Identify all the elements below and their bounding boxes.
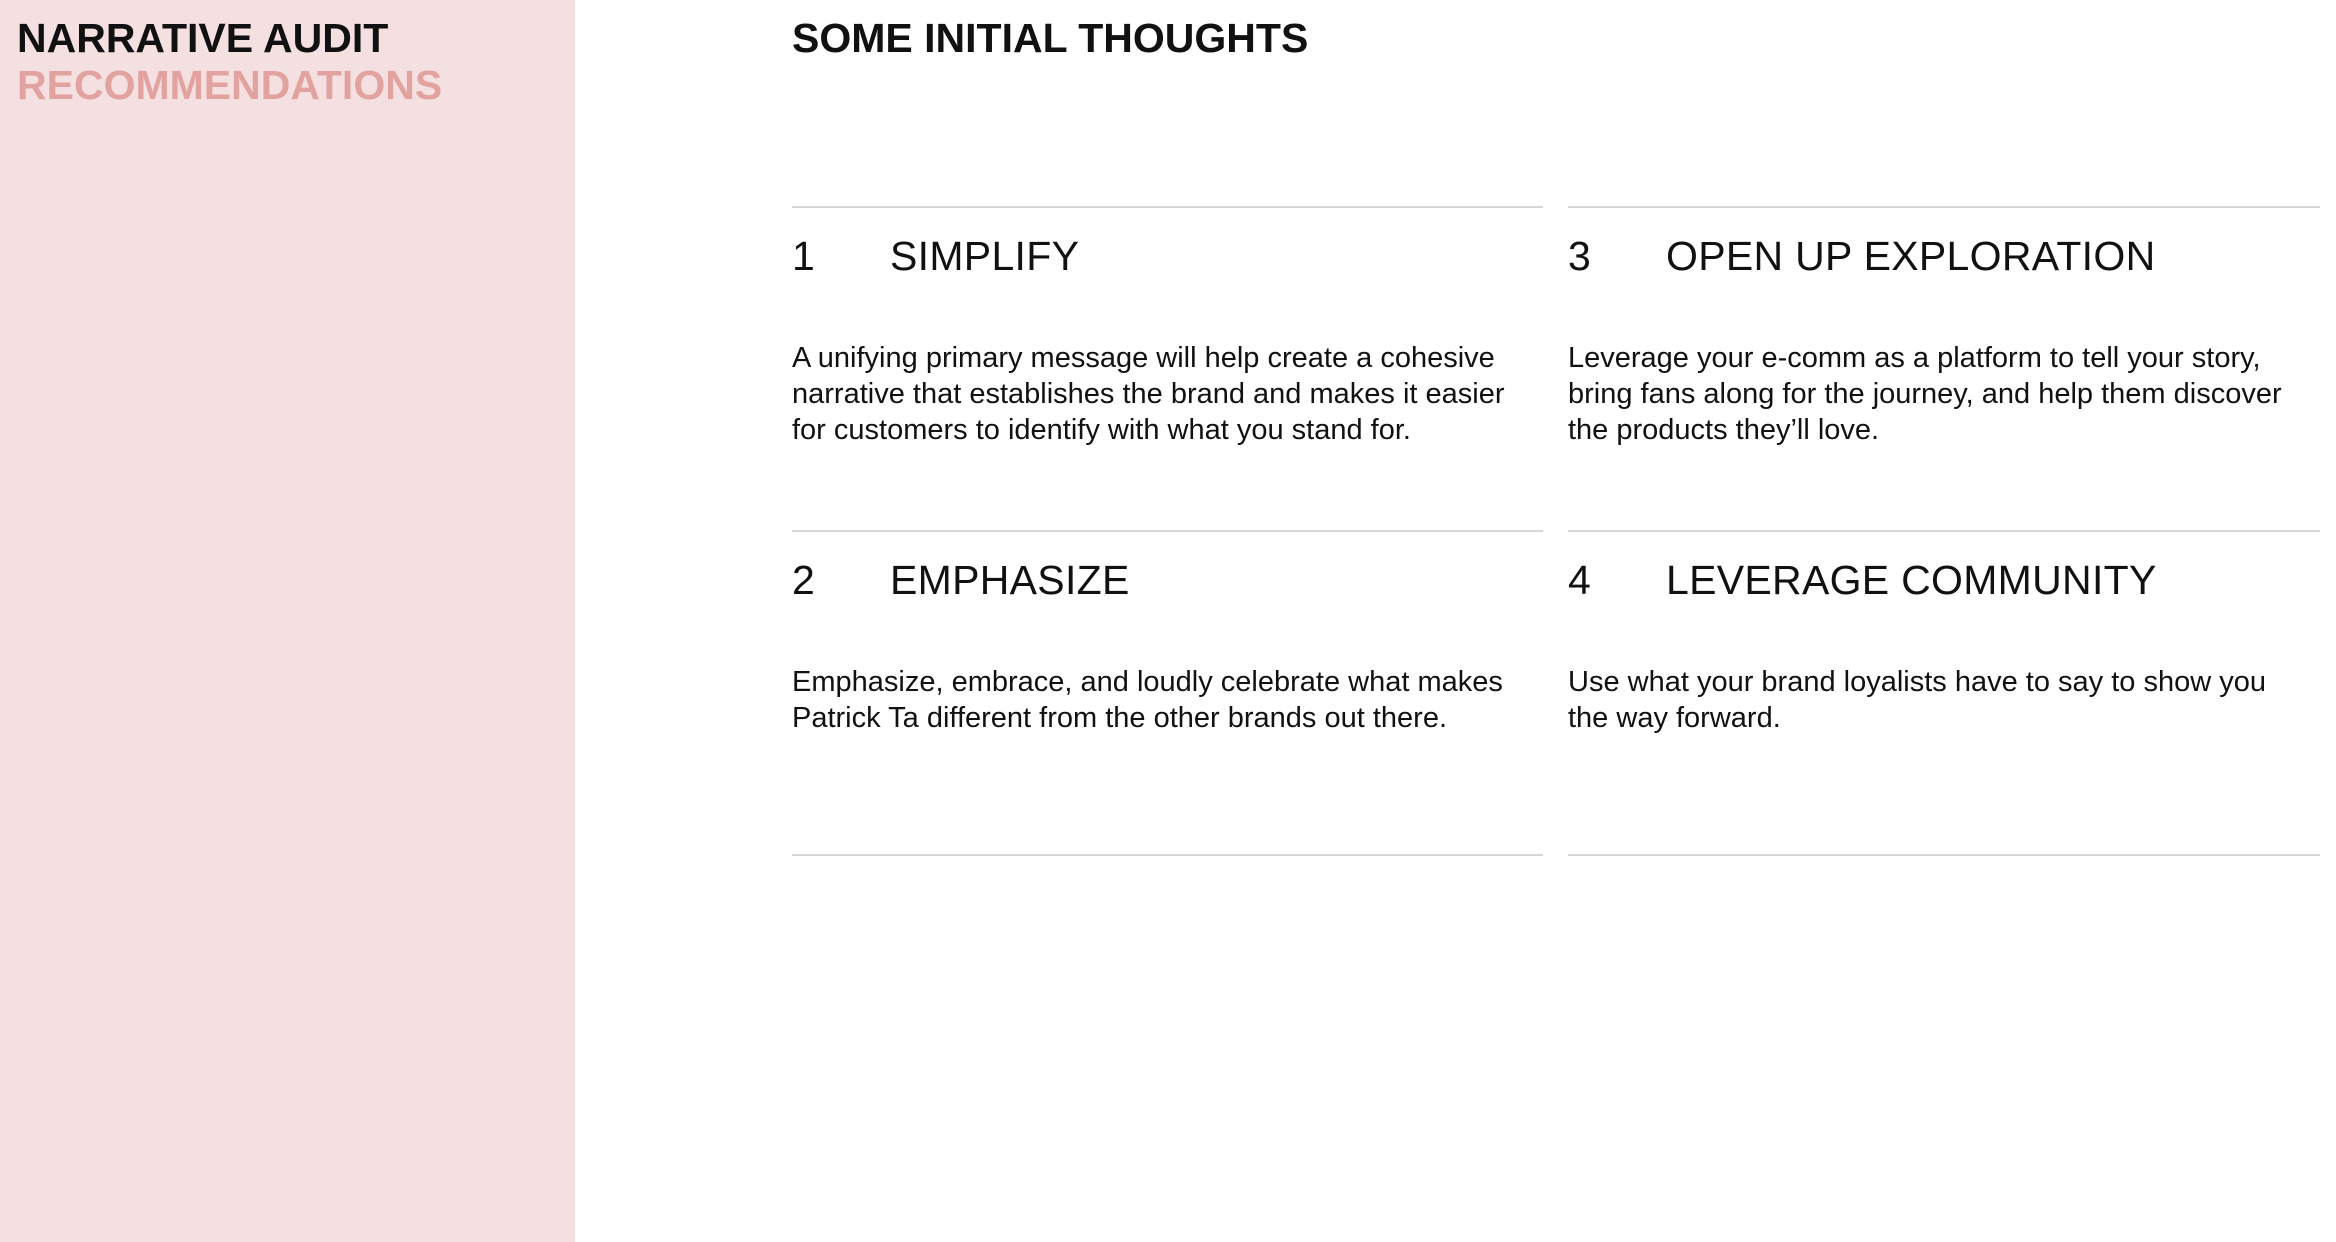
- sidebar-subtitle: RECOMMENDATIONS: [17, 62, 443, 108]
- divider: [1568, 854, 2320, 856]
- page-title: SOME INITIAL THOUGHTS: [792, 15, 1309, 61]
- card-body: Use what your brand loyalists have to say to show you the way forward.: [1568, 666, 2266, 734]
- divider: [792, 854, 1543, 856]
- card-number: 2: [792, 557, 815, 603]
- card-heading: LEVERAGE COMMUNITY: [1666, 557, 2157, 603]
- divider: [1568, 206, 2320, 208]
- card-heading: OPEN UP EXPLORATION: [1666, 233, 2156, 279]
- sidebar: [0, 0, 575, 1242]
- divider: [792, 206, 1543, 208]
- divider: [1568, 530, 2320, 532]
- card-heading: EMPHASIZE: [890, 557, 1130, 603]
- card-number: 1: [792, 233, 815, 279]
- sidebar-title: NARRATIVE AUDIT: [17, 15, 389, 61]
- card-heading: SIMPLIFY: [890, 233, 1080, 279]
- card-number: 3: [1568, 233, 1591, 279]
- card-number: 4: [1568, 557, 1591, 603]
- card-body: A unifying primary message will help create a cohesive narrative that establishes the brand and makes it easier for customers to identify with what you stand for.: [792, 342, 1505, 446]
- card-body: Leverage your e-comm as a platform to tell your story, bring fans along for the journey, and help them discover the products they’ll love.: [1568, 342, 2282, 446]
- divider: [792, 530, 1543, 532]
- card-body: Emphasize, embrace, and loudly celebrate what makes Patrick Ta different from the other brands out there.: [792, 666, 1503, 734]
